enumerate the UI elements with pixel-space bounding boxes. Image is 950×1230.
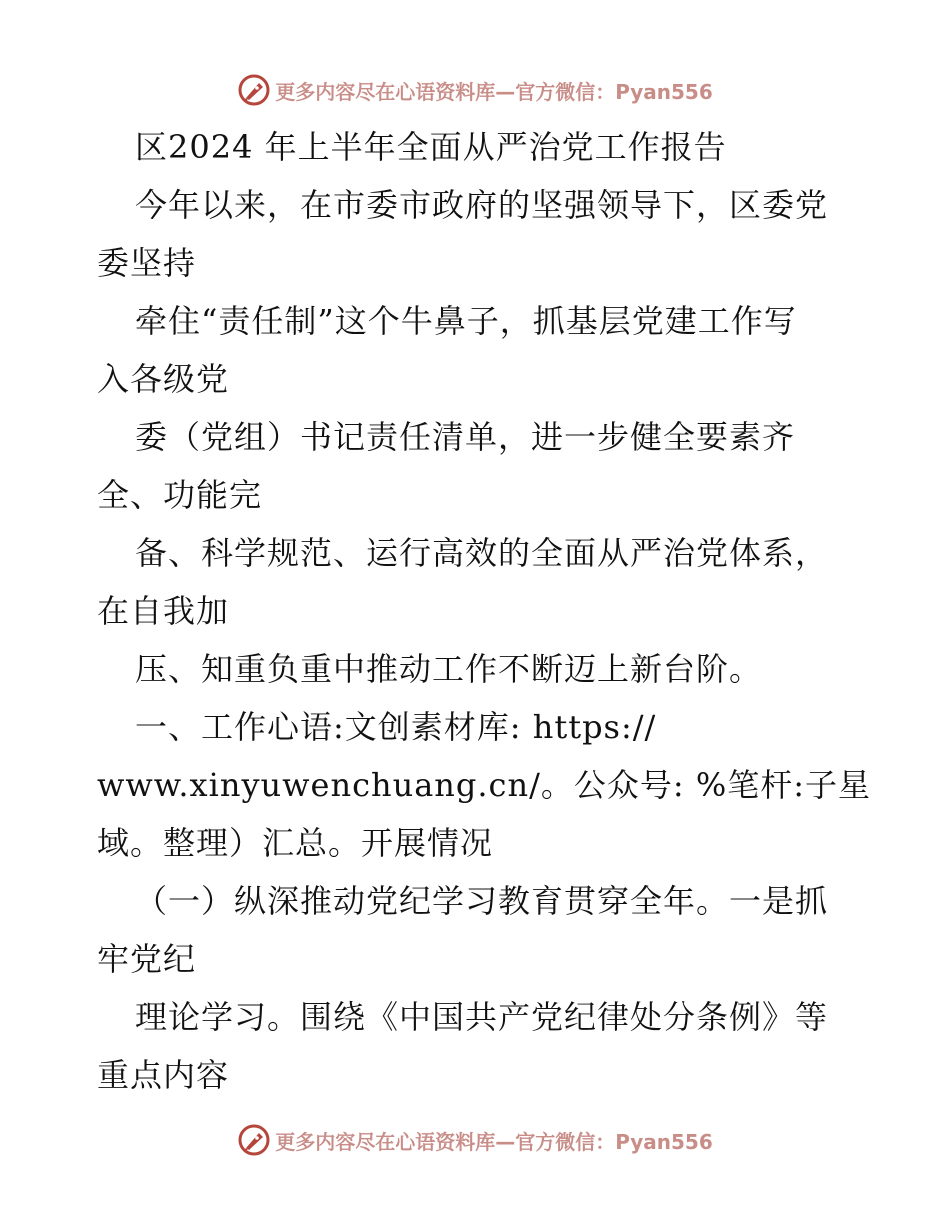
footer-watermark: [0, 1120, 950, 1160]
header-watermark: [0, 70, 950, 110]
text-line: 委（党组）书记责任清单，进一步健全要素齐: [135, 418, 796, 456]
watermark-text: 更多内容尽在心语资料库—官方微信：Pyan556: [275, 79, 713, 104]
document-body: [97, 118, 877, 1104]
text-line: 全、功能完: [97, 476, 263, 514]
text-line: 压、知重负重中推动工作不断迈上新台阶。: [135, 650, 763, 688]
text-line: www.xinyuwenchuang.cn/。公众号: %笔杆:子星: [97, 766, 872, 804]
text-line: 区2024 年上半年全面从严治党工作报告: [135, 128, 727, 166]
text-line: 备、科学规范、运行高效的全面从严治党体系，: [135, 534, 829, 572]
pen-nib-logo-icon: [237, 73, 271, 107]
text-line: 入各级党: [97, 360, 230, 398]
text-line: 牢党纪: [97, 940, 197, 978]
pen-nib-logo-icon: [237, 1123, 271, 1157]
text-line: 域。整理）汇总。开展情况: [97, 824, 494, 862]
text-line: （一）纵深推动党纪学习教育贯穿全年。一是抓: [135, 882, 829, 920]
text-line: 一、工作心语:文创素材库: https://: [135, 708, 657, 746]
text-line: 重点内容: [97, 1056, 230, 1094]
text-line: 委坚持: [97, 244, 197, 282]
watermark-text: 更多内容尽在心语资料库—官方微信：Pyan556: [275, 1129, 713, 1154]
text-line: 牵住“责任制”这个牛鼻子，抓基层党建工作写: [135, 302, 797, 340]
text-line: 理论学习。围绕《中国共产党纪律处分条例》等: [135, 998, 829, 1036]
text-line: 在自我加: [97, 592, 230, 630]
text-line: 今年以来，在市委市政府的坚强领导下，区委党: [135, 186, 829, 224]
